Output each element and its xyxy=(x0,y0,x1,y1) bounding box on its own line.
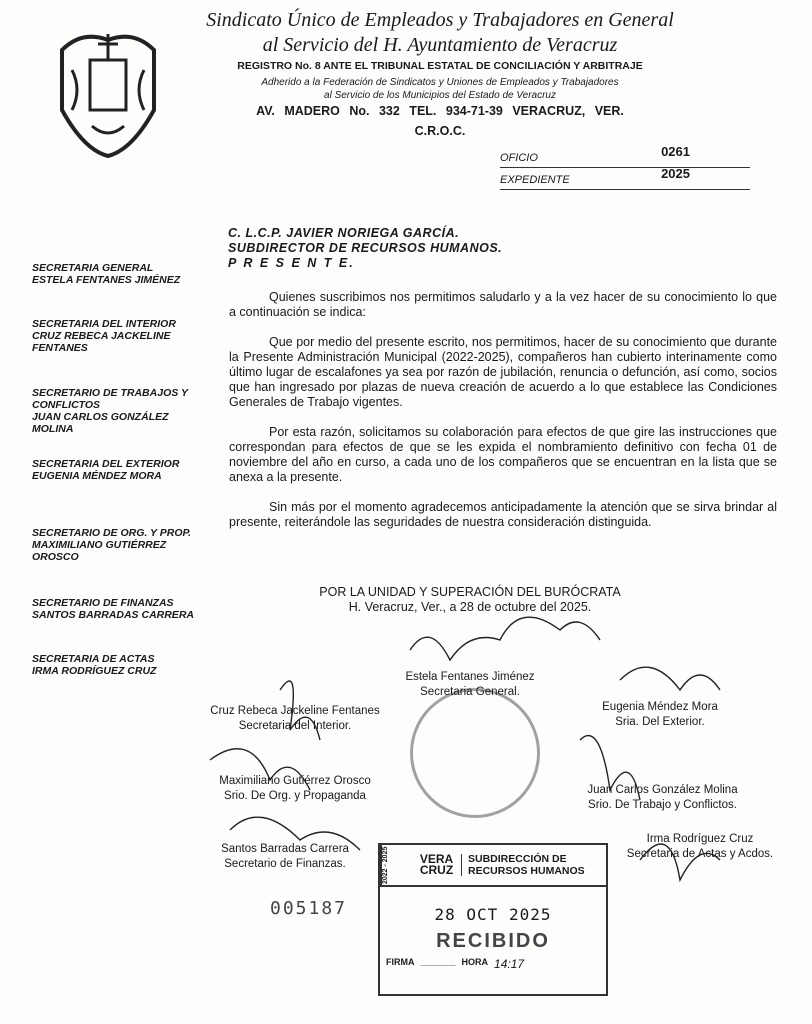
sidebar-member: SECRETARIA DEL INTERIOR CRUZ REBECA JACKELINE FENTANES xyxy=(32,318,176,354)
letter-body: Quienes suscribimos nos permitimos saludarlo y a la vez hacer de su conocimiento lo que a continuación se indica: Que por medio del presente escrito, nos permitimos, hacer de su conocimiento que durante la Presente Administración Municipal (2022-2025), compañeros han cubierto interinamente como último lugar de escalafones ya sea por razón de jubilación, renuncia o defunción, así como, socios que han ingresado por plazas de nueva creación de acuerdo a lo que establece las Condiciones Generales de Trabajo vigentes. Por esta razón, solicitamos su colaboración para efectos de que gire las instrucciones que correspondan para efectos de que se les expida el nombramiento definitivo con fecha 01 de noviembre del año en curso, a cada uno de los compañeros que se encuentran en la lista que se anexa a la presente. Sin más por el momento agradecemos anticipadamente la atención que se sirva brindar al presente, reiterándole las seguridades de nuestra consideración distinguida. xyxy=(229,290,777,529)
folio-number: 005187 xyxy=(270,898,348,919)
sidebar-member: SECRETARIO DE ORG. Y PROP. MAXIMILIANO GUTIÉRREZ OROSCO xyxy=(32,527,192,563)
sidebar-member: SECRETARIO DE FINANZAS SANTOS BARRADAS CARRERA xyxy=(32,597,194,621)
sidebar-member: SECRETARIA DEL EXTERIOR EUGENIA MÉNDEZ MORA xyxy=(32,458,180,482)
closing: POR LA UNIDAD Y SUPERACIÓN DEL BURÓCRATA H. Veracruz, Ver., a 28 de octubre del 2025. xyxy=(319,585,621,614)
addressee: C. L.C.P. JAVIER NORIEGA GARCÍA. SUBDIRECTOR DE RECURSOS HUMANOS. P R E S E N T E. xyxy=(228,226,503,270)
registration: REGISTRO No. 8 ANTE EL TRIBUNAL ESTATAL DE CONCILIACIÓN Y ARBITRAJE xyxy=(237,60,643,72)
received-stamp: 2022 - 2025 VERA CRUZ SUBDIRECCIÓN DE RECURSOS HUMANOS 28 OCT 2025 RECIBIDO FIRMA _______ HORA 14:17 xyxy=(378,843,608,996)
address: AV. MADERO No. 332 TEL. 934-71-39 VERACRUZ, VER. xyxy=(256,104,624,118)
signature-block: Santos Barradas Carrera Secretario de Finanzas. xyxy=(221,843,349,870)
expediente-field: EXPEDIENTE 2025 xyxy=(500,174,750,190)
signature-block: Eugenia Méndez Mora Sria. Del Exterior. xyxy=(602,701,718,728)
federation-note: Adherido a la Federación de Sindicatos y Uniones de Empleados y Trabajadores al Servicio de los Municipios del Estado de Veracruz xyxy=(261,77,619,101)
sidebar-member: SECRETARIO DE TRABAJOS Y CONFLICTOS JUAN CARLOS GONZÁLEZ MOLINA xyxy=(32,387,188,435)
signature-block: Cruz Rebeca Jackeline Fentanes Secretaria del Interior. xyxy=(210,705,380,732)
signature-block: Maximiliano Gutiérrez Orosco Srio. De Org. y Propaganda xyxy=(219,775,371,802)
signature-block: Irma Rodríguez Cruz Secretaria de Actas y Acdos. xyxy=(626,833,774,860)
croc: C.R.O.C. xyxy=(414,124,466,138)
sidebar-member: SECRETARIA DE ACTAS IRMA RODRÍGUEZ CRUZ xyxy=(32,653,157,677)
signature-block: Estela Fentanes Jiménez Secretaria General. xyxy=(405,671,535,698)
veracruz-logo: VERA CRUZ xyxy=(412,854,462,876)
oficio-field: OFICIO 0261 xyxy=(500,152,750,168)
sidebar-member: SECRETARIA GENERAL ESTELA FENTANES JIMÉNEZ xyxy=(32,262,181,286)
signature-block: Juan Carlos González Molina Srio. De Trabajo y Conflictos. xyxy=(587,784,738,811)
union-name: Sindicato Único de Empleados y Trabajadores en General al Servicio del H. Ayuntamiento de Veracruz xyxy=(206,9,674,56)
